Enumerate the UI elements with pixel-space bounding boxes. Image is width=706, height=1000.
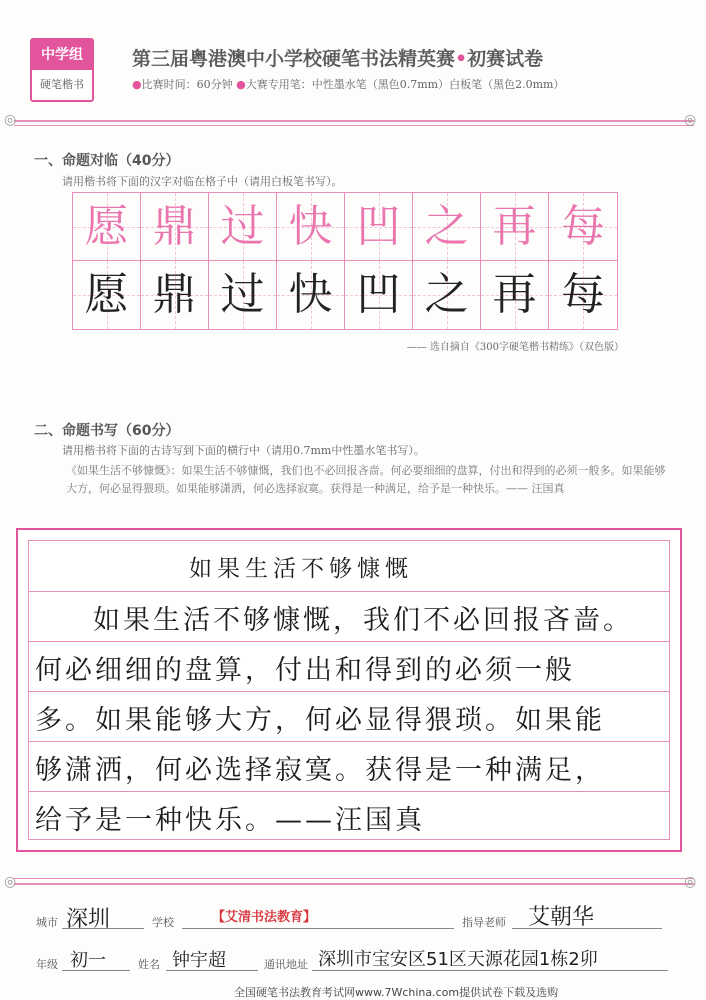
writing-frame [16, 528, 682, 852]
ruled-line [29, 641, 669, 642]
swirl-ornament-icon: ◎ [4, 874, 17, 890]
handwritten-line: 够潇洒，何必选择寂寞。获得是一种满足， [35, 755, 605, 786]
top-divider [14, 120, 694, 122]
school-underline [182, 928, 454, 929]
grade-value: 初一 [70, 950, 106, 971]
model-char: 过 [209, 193, 277, 261]
copied-char: 凹 [345, 261, 413, 329]
section1-instruction: 请用楷书将下面的汉字对临在格子中（请用白板笔书写）。 [62, 175, 343, 188]
copied-char: 再 [481, 261, 549, 329]
copied-char: 每 [549, 261, 617, 329]
section2-heading: 二、命题书写（60分） [34, 423, 180, 439]
city-underline [62, 928, 144, 929]
source-note: —— 选自摘自《300字硬笔楷书精练》（双色版） [406, 342, 624, 353]
time-info: 比赛时间：60分钟 [141, 78, 233, 91]
copied-char: 快 [277, 261, 345, 329]
name-underline [166, 970, 258, 971]
school-value: 【艾清书法教育】 [212, 910, 317, 925]
bottom-divider [14, 883, 694, 885]
teacher-label: 指导老师 [462, 916, 506, 929]
style-label: 硬笔楷书 [40, 78, 84, 91]
model-char: 鼎 [141, 193, 209, 261]
title-main: 第三届粤港澳中小学校硬笔书法精英赛 [132, 48, 456, 70]
handwritten-line: 何必细细的盘算，付出和得到的必须一般 [35, 655, 575, 686]
swirl-ornament-icon: ◎ [684, 874, 697, 890]
school-label: 学校 [152, 916, 174, 929]
group-label: 中学组 [32, 40, 92, 70]
bottom-divider-thin [14, 878, 694, 879]
handwritten-line: 如果生活不够慷慨，我们不必回报吝啬。 [93, 605, 633, 636]
poem-text: 《如果生活不够慷慨》：如果生活不够慷慨，我们也不必回报吝啬。何必要细细的盘算，付出和得到的必须一般多。如果能够大方，何必显得猥琐。如果能够潇洒，何必选择寂寞。获得是一种满足，给予是一种快乐。—— 汪国真 [66, 464, 666, 495]
handwritten-line: 给予是一种快乐。——汪国真 [35, 805, 425, 836]
section2-instruction: 请用楷书将下面的古诗写到下面的横行中（请用0.7mm中性墨水笔书写）。 [62, 444, 425, 457]
copied-char: 愿 [73, 261, 141, 329]
footer-text: 全国硬笔书法教育考试网www.7Wchina.com提供试卷下载及选购 [234, 986, 559, 999]
grade-label: 年级 [36, 958, 58, 971]
swirl-ornament-icon: ◎ [684, 112, 697, 128]
model-char: 愿 [73, 193, 141, 261]
pen-info: 大赛专用笔：中性墨水笔（黑色0.7mm）白板笔（黑色2.0mm） [245, 78, 565, 91]
page-title [132, 44, 543, 71]
teacher-underline [512, 928, 662, 929]
ruled-line [29, 741, 669, 742]
top-divider-thin [14, 125, 694, 126]
city-value: 深圳 [66, 907, 111, 932]
group-badge [30, 38, 94, 102]
model-char: 快 [277, 193, 345, 261]
exam-info [132, 76, 564, 92]
swirl-ornament-icon: ◎ [4, 112, 17, 128]
teacher-value: 艾朝华 [528, 905, 595, 930]
ruled-line [29, 791, 669, 792]
model-char: 每 [549, 193, 617, 261]
copied-char: 过 [209, 261, 277, 329]
grade-underline [62, 970, 130, 971]
name-label: 姓名 [138, 958, 160, 971]
section1-heading: 一、命题对临（40分） [34, 153, 180, 169]
address-label: 通讯地址 [264, 958, 308, 971]
title-dot: • [455, 48, 468, 70]
copied-char: 鼎 [141, 261, 209, 329]
writing-lines [28, 540, 670, 840]
copied-char: 之 [413, 261, 481, 329]
city-label: 城市 [36, 916, 58, 929]
address-underline [312, 970, 668, 971]
address-value: 深圳市宝安区51区天源花园1栋2卯 [318, 949, 598, 970]
model-char: 之 [413, 193, 481, 261]
ruled-line [29, 691, 669, 692]
title-suffix: 初赛试卷 [467, 48, 544, 70]
ruled-line [29, 591, 669, 592]
model-char: 凹 [345, 193, 413, 261]
bullet-icon: ● [236, 78, 246, 91]
copy-grid [72, 192, 618, 330]
handwritten-title: 如果生活不够慷慨 [189, 556, 413, 582]
bullet-icon: ● [132, 78, 142, 91]
model-char: 再 [481, 193, 549, 261]
name-value: 钟宇超 [172, 950, 226, 971]
handwritten-line: 多。如果能够大方，何必显得猥琐。如果能 [35, 705, 605, 736]
